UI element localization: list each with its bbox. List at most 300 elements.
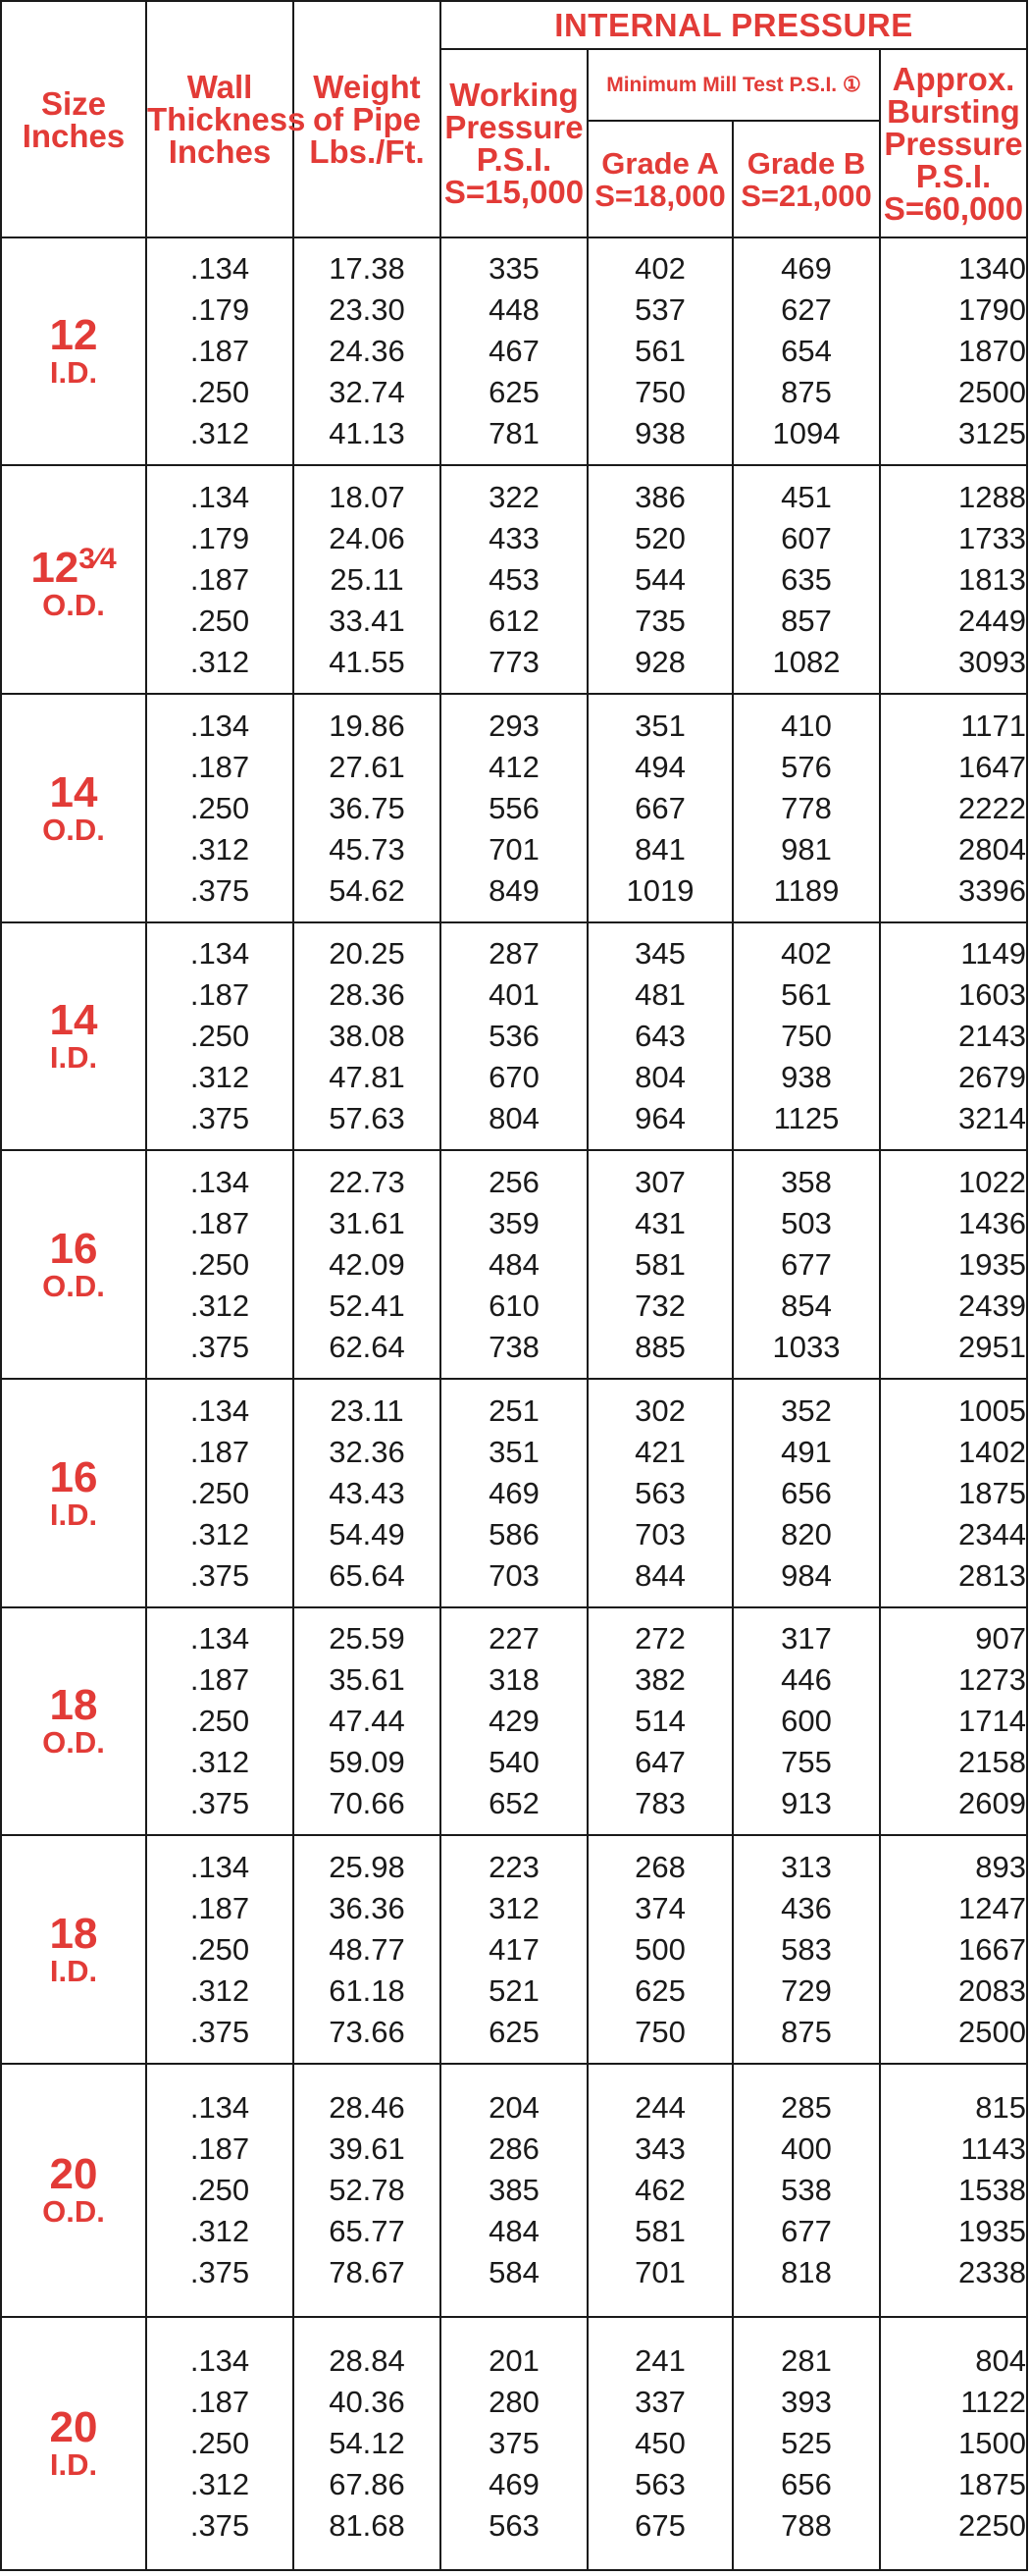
wall-thickness-value: .250 (189, 790, 250, 825)
working-pressure-value: 540 (489, 1745, 540, 1779)
bursting-pressure-value: 1122 (960, 2385, 1027, 2419)
grade-b-value: 393 (781, 2385, 832, 2419)
bursting-pressure-value: 1149 (960, 936, 1027, 971)
grade-b-value: 402 (781, 936, 832, 971)
wall-thickness-value: .134 (189, 2343, 250, 2378)
working-pressure-value: 467 (489, 334, 540, 368)
working-pressure-value: 773 (489, 644, 540, 679)
wall-thickness-value: .312 (189, 1288, 250, 1323)
working-pressure-value: 293 (489, 708, 540, 743)
grade-a-value: 462 (635, 2173, 686, 2207)
working-pressure-value: 610 (489, 1288, 540, 1323)
wall-thickness-value: .187 (189, 1662, 250, 1697)
bursting-pressure-value: 3214 (958, 1101, 1027, 1135)
grade-b-value: 875 (781, 2014, 832, 2049)
grade-a-cell (588, 237, 733, 465)
working-pressure-value: 401 (489, 977, 540, 1012)
size-value: 14 (49, 767, 98, 816)
weight-cell (293, 694, 440, 922)
grade-b-value: 755 (781, 1745, 832, 1779)
working-pressure-value: 625 (489, 375, 540, 409)
wall-thickness-cell (146, 2064, 293, 2317)
grade-b-value: 854 (781, 1288, 832, 1323)
grade-a-value: 386 (635, 479, 686, 514)
grade-b-value: 857 (781, 603, 832, 638)
bursting-pressure-value: 1935 (958, 1246, 1027, 1282)
bursting-pressure-value: 1143 (960, 2131, 1027, 2166)
size-cell (1, 1379, 146, 1607)
working-pressure-value: 448 (489, 292, 540, 327)
bursting-pressure-cell (880, 1379, 1027, 1607)
working-pressure-cell (440, 1607, 588, 1835)
weight-value: 67.86 (329, 2467, 405, 2501)
bursting-pressure-value: 2804 (958, 831, 1027, 867)
bursting-pressure-value: 2338 (958, 2255, 1027, 2289)
wall-thickness-cell (146, 694, 293, 922)
weight-value: 31.61 (329, 1205, 405, 1240)
bursting-pressure-cell (880, 237, 1027, 465)
grade-a-cell (588, 2064, 733, 2317)
weight-value: 52.78 (329, 2173, 405, 2207)
grade-b-cell (733, 1607, 880, 1835)
size-cell (1, 922, 146, 1150)
weight-cell (293, 2317, 440, 2570)
bursting-pressure-value: 2143 (958, 1019, 1027, 1053)
bursting-pressure-value: 1647 (958, 749, 1027, 784)
wall-thickness-cell (146, 1150, 293, 1379)
size-type: I.D. (49, 355, 98, 390)
working-pressure-value: 484 (489, 2214, 540, 2248)
size-value: 20 (49, 2150, 98, 2198)
bursting-pressure-value: 1714 (958, 1704, 1027, 1738)
header-internal-pressure: INTERNAL PRESSURE (440, 1, 1027, 49)
grade-b-value: 778 (781, 790, 832, 825)
header-working-pressure: Working Pressure P.S.I. S=15,000 (440, 49, 588, 237)
bursting-pressure-value: 2439 (958, 1288, 1027, 1323)
wall-thickness-value: .250 (189, 1931, 250, 1967)
grade-b-value: 654 (781, 334, 832, 368)
bursting-pressure-value: 1022 (958, 1164, 1027, 1199)
grade-a-value: 272 (635, 1621, 686, 1656)
table-body (1, 237, 1027, 2570)
grade-b-value: 913 (781, 1786, 832, 1820)
grade-b-value: 788 (781, 2508, 832, 2543)
size-number (2, 538, 145, 590)
grade-a-value: 675 (635, 2508, 686, 2543)
wall-thickness-value: .134 (189, 1393, 250, 1428)
grade-a-value: 561 (635, 334, 686, 368)
working-pressure-value: 433 (489, 520, 540, 555)
bursting-pressure-value: 1247 (958, 1890, 1027, 1925)
working-pressure-value: 469 (489, 2467, 540, 2501)
grade-b-cell (733, 2064, 880, 2317)
wall-thickness-cell (146, 2317, 293, 2570)
grade-a-value: 563 (635, 2467, 686, 2501)
grade-b-value: 313 (781, 1849, 832, 1884)
wall-thickness-value: .134 (189, 1849, 250, 1884)
size-cell (1, 1150, 146, 1379)
bursting-pressure-value: 3125 (958, 416, 1027, 450)
bursting-pressure-value: 2679 (958, 1060, 1027, 1094)
size-type: O.D. (42, 1725, 105, 1760)
weight-value: 65.64 (329, 1557, 405, 1593)
grade-a-value: 520 (635, 520, 686, 555)
weight-value: 23.30 (329, 292, 405, 327)
header-wall-thickness: Wall Thickness Inches (146, 1, 293, 237)
grade-a-cell (588, 1607, 733, 1835)
size-cell (1, 2064, 146, 2317)
bursting-pressure-value: 1935 (958, 2214, 1027, 2248)
grade-a-cell (588, 465, 733, 694)
wall-thickness-value: .375 (189, 2014, 250, 2049)
wall-thickness-value: .375 (189, 872, 250, 908)
weight-value: 73.66 (329, 2014, 405, 2049)
grade-b-value: 607 (781, 520, 832, 555)
bursting-pressure-value: 1870 (958, 334, 1027, 368)
size-number (2, 311, 145, 359)
size-type: O.D. (42, 812, 105, 847)
working-pressure-value: 781 (489, 416, 540, 450)
grade-a-cell (588, 694, 733, 922)
grade-b-cell (733, 1379, 880, 1607)
working-pressure-value: 286 (489, 2131, 540, 2166)
working-pressure-value: 256 (489, 1164, 540, 1199)
grade-a-value: 732 (635, 1288, 686, 1323)
wall-thickness-value: .375 (189, 1101, 250, 1135)
bursting-pressure-cell (880, 465, 1027, 694)
weight-value: 54.12 (329, 2426, 405, 2460)
bursting-pressure-value: 893 (975, 1849, 1027, 1884)
grade-a-value: 885 (635, 1329, 686, 1364)
working-pressure-cell (440, 465, 588, 694)
table-row (1, 694, 1027, 922)
bursting-pressure-cell (880, 1607, 1027, 1835)
size-value: 18 (49, 1681, 98, 1729)
grade-a-value: 544 (635, 561, 686, 597)
wall-thickness-value: .250 (189, 1704, 250, 1738)
wall-thickness-value: .134 (189, 2090, 250, 2125)
grade-a-value: 402 (635, 251, 686, 286)
bursting-pressure-value: 1340 (958, 251, 1027, 286)
grade-b-value: 820 (781, 1516, 832, 1551)
weight-value: 65.77 (329, 2214, 405, 2248)
grade-a-value: 750 (635, 2014, 686, 2049)
grade-a-value: 647 (635, 1745, 686, 1779)
working-pressure-cell (440, 694, 588, 922)
size-number (2, 2150, 145, 2198)
working-pressure-cell (440, 2064, 588, 2317)
working-pressure-value: 280 (489, 2385, 540, 2419)
bursting-pressure-value: 1813 (958, 561, 1027, 597)
size-cell (1, 1607, 146, 1835)
wall-thickness-value: .250 (189, 2173, 250, 2207)
working-pressure-value: 223 (489, 1849, 540, 1884)
working-pressure-value: 701 (489, 831, 540, 867)
wall-thickness-value: .312 (189, 1516, 250, 1551)
weight-value: 28.84 (329, 2343, 405, 2378)
bursting-pressure-value: 1667 (958, 1931, 1027, 1967)
bursting-pressure-value: 1402 (958, 1434, 1027, 1469)
working-pressure-value: 849 (489, 872, 540, 908)
working-pressure-cell (440, 237, 588, 465)
wall-thickness-cell (146, 1835, 293, 2064)
weight-value: 24.36 (329, 334, 405, 368)
table-row (1, 2317, 1027, 2570)
bursting-pressure-value: 1436 (958, 1205, 1027, 1240)
working-pressure-cell (440, 1835, 588, 2064)
header-size: Size Inches (1, 1, 146, 237)
header-grade-b: Grade B S=21,000 (733, 121, 880, 237)
working-pressure-cell (440, 1150, 588, 1379)
size-number (2, 1224, 145, 1273)
wall-thickness-value: .179 (189, 520, 250, 555)
wall-thickness-value: .187 (189, 1434, 250, 1469)
weight-value: 33.41 (329, 603, 405, 638)
grade-b-value: 317 (781, 1621, 832, 1656)
weight-value: 52.41 (329, 1288, 405, 1323)
grade-b-value: 525 (781, 2426, 832, 2460)
grade-b-value: 818 (781, 2255, 832, 2289)
grade-a-value: 783 (635, 1786, 686, 1820)
wall-thickness-value: .187 (189, 2385, 250, 2419)
bursting-pressure-value: 1733 (958, 520, 1027, 555)
weight-cell (293, 1835, 440, 2064)
working-pressure-value: 625 (489, 2014, 540, 2049)
grade-a-value: 841 (635, 831, 686, 867)
bursting-pressure-value: 1538 (958, 2173, 1027, 2207)
grade-b-value: 436 (781, 1890, 832, 1925)
grade-a-value: 750 (635, 375, 686, 409)
grade-a-value: 481 (635, 977, 686, 1012)
wall-thickness-value: .134 (189, 708, 250, 743)
weight-value: 40.36 (329, 2385, 405, 2419)
wall-thickness-value: .375 (189, 1557, 250, 1593)
bursting-pressure-cell (880, 694, 1027, 922)
size-type: I.D. (49, 1040, 98, 1075)
bursting-pressure-value: 3396 (958, 872, 1027, 908)
wall-thickness-value: .312 (189, 1060, 250, 1094)
weight-value: 54.62 (329, 872, 405, 908)
bursting-pressure-value: 815 (975, 2090, 1027, 2125)
working-pressure-value: 738 (489, 1329, 540, 1364)
grade-a-value: 374 (635, 1890, 686, 1925)
wall-thickness-value: .187 (189, 749, 250, 784)
size-number (2, 1909, 145, 1958)
size-type: I.D. (49, 1953, 98, 1988)
grade-a-value: 643 (635, 1019, 686, 1053)
table-row (1, 1150, 1027, 1379)
weight-value: 25.98 (329, 1849, 405, 1884)
working-pressure-value: 469 (489, 1475, 540, 1510)
grade-a-cell (588, 1379, 733, 1607)
working-pressure-value: 612 (489, 603, 540, 638)
weight-value: 36.75 (329, 790, 405, 825)
grade-b-value: 635 (781, 561, 832, 597)
wall-thickness-value: .250 (189, 1475, 250, 1510)
grade-b-value: 285 (781, 2090, 832, 2125)
grade-b-cell (733, 2317, 880, 2570)
wall-thickness-value: .250 (189, 1019, 250, 1053)
wall-thickness-value: .312 (189, 1745, 250, 1779)
wall-thickness-value: .134 (189, 479, 250, 514)
weight-value: 78.67 (329, 2255, 405, 2289)
bursting-pressure-value: 1875 (958, 1475, 1027, 1510)
header-mill-test: Minimum Mill Test P.S.I. ① (588, 49, 880, 121)
bursting-pressure-value: 1288 (958, 479, 1027, 514)
table-row (1, 1835, 1027, 2064)
working-pressure-value: 453 (489, 561, 540, 597)
wall-thickness-value: .312 (189, 644, 250, 679)
grade-a-value: 964 (635, 1101, 686, 1135)
working-pressure-value: 703 (489, 1557, 540, 1593)
size-type: O.D. (42, 1268, 105, 1303)
grade-b-cell (733, 237, 880, 465)
wall-thickness-value: .312 (189, 2467, 250, 2501)
wall-thickness-cell (146, 1607, 293, 1835)
weight-cell (293, 237, 440, 465)
size-cell (1, 2317, 146, 2570)
bursting-pressure-value: 3093 (958, 644, 1027, 679)
grade-a-cell (588, 922, 733, 1150)
working-pressure-value: 204 (489, 2090, 540, 2125)
bursting-pressure-value: 2222 (958, 790, 1027, 825)
grade-a-value: 351 (635, 708, 686, 743)
grade-b-value: 281 (781, 2343, 832, 2378)
wall-thickness-value: .312 (189, 1972, 250, 2008)
grade-b-value: 469 (781, 251, 832, 286)
grade-b-value: 1033 (772, 1329, 841, 1364)
weight-value: 70.66 (329, 1786, 405, 1820)
size-number (2, 1681, 145, 1729)
weight-value: 27.61 (329, 749, 405, 784)
grade-a-value: 241 (635, 2343, 686, 2378)
size-number (2, 2403, 145, 2451)
wall-thickness-cell (146, 922, 293, 1150)
weight-value: 39.61 (329, 2131, 405, 2166)
wall-thickness-value: .312 (189, 2214, 250, 2248)
grade-b-cell (733, 694, 880, 922)
size-type: I.D. (49, 2447, 98, 2482)
size-cell (1, 237, 146, 465)
table-row (1, 922, 1027, 1150)
grade-a-value: 421 (635, 1434, 686, 1469)
weight-value: 47.81 (329, 1060, 405, 1094)
weight-value: 35.61 (329, 1662, 405, 1697)
bursting-pressure-value: 2344 (958, 1516, 1027, 1551)
grade-a-value: 431 (635, 1205, 686, 1240)
bursting-pressure-value: 2813 (958, 1557, 1027, 1593)
bursting-pressure-value: 907 (975, 1621, 1027, 1656)
grade-b-value: 538 (781, 2173, 832, 2207)
size-cell (1, 465, 146, 694)
size-number (2, 1452, 145, 1501)
weight-value: 48.77 (329, 1931, 405, 1967)
working-pressure-value: 536 (489, 1019, 540, 1053)
grade-b-value: 1082 (772, 644, 841, 679)
weight-cell (293, 1150, 440, 1379)
bursting-pressure-value: 1273 (958, 1662, 1027, 1697)
size-type: O.D. (42, 2194, 105, 2229)
bursting-pressure-value: 1790 (958, 292, 1027, 327)
wall-thickness-value: .187 (189, 334, 250, 368)
size-cell (1, 1835, 146, 2064)
grade-a-value: 928 (635, 644, 686, 679)
bursting-pressure-value: 2500 (958, 375, 1027, 409)
grade-b-cell (733, 1835, 880, 2064)
table-row (1, 1607, 1027, 1835)
working-pressure-value: 318 (489, 1662, 540, 1697)
grade-b-value: 583 (781, 1931, 832, 1967)
bursting-pressure-cell (880, 1150, 1027, 1379)
header-bursting-pressure: Approx. Bursting Pressure P.S.I. S=60,000 (880, 49, 1027, 237)
size-cell (1, 694, 146, 922)
weight-value: 25.59 (329, 1621, 405, 1656)
wall-thickness-value: .375 (189, 2255, 250, 2289)
wall-thickness-value: .250 (189, 1246, 250, 1282)
working-pressure-value: 385 (489, 2173, 540, 2207)
weight-value: 41.13 (329, 416, 405, 450)
grade-b-value: 729 (781, 1972, 832, 2008)
weight-value: 41.55 (329, 644, 405, 679)
grade-b-cell (733, 922, 880, 1150)
weight-value: 32.74 (329, 375, 405, 409)
grade-b-value: 981 (781, 831, 832, 867)
grade-a-value: 804 (635, 1060, 686, 1094)
weight-cell (293, 922, 440, 1150)
weight-value: 42.09 (329, 1246, 405, 1282)
weight-value: 24.06 (329, 520, 405, 555)
size-value: 16 (49, 1452, 98, 1501)
working-pressure-value: 804 (489, 1101, 540, 1135)
bursting-pressure-value: 2083 (958, 1972, 1027, 2008)
wall-thickness-value: .187 (189, 561, 250, 597)
grade-a-cell (588, 2317, 733, 2570)
grade-b-value: 677 (781, 2214, 832, 2248)
weight-value: 28.46 (329, 2090, 405, 2125)
weight-value: 43.43 (329, 1475, 405, 1510)
size-type: I.D. (49, 1497, 98, 1532)
bursting-pressure-value: 804 (975, 2343, 1027, 2378)
working-pressure-cell (440, 1379, 588, 1607)
weight-value: 28.36 (329, 977, 405, 1012)
grade-b-value: 446 (781, 1662, 832, 1697)
bursting-pressure-cell (880, 922, 1027, 1150)
grade-a-value: 563 (635, 1475, 686, 1510)
grade-a-value: 703 (635, 1516, 686, 1551)
grade-a-value: 450 (635, 2426, 686, 2460)
bursting-pressure-value: 1875 (958, 2467, 1027, 2501)
grade-b-value: 1189 (773, 872, 840, 908)
size-type: O.D. (42, 588, 105, 622)
grade-b-cell (733, 1150, 880, 1379)
weight-value: 23.11 (330, 1393, 404, 1428)
weight-value: 62.64 (329, 1329, 405, 1364)
grade-a-value: 581 (635, 2214, 686, 2248)
working-pressure-value: 652 (489, 1786, 540, 1820)
grade-b-value: 491 (781, 1434, 832, 1469)
bursting-pressure-cell (880, 1835, 1027, 2064)
weight-value: 32.36 (329, 1434, 405, 1469)
weight-value: 57.63 (329, 1101, 405, 1135)
weight-value: 17.38 (329, 251, 405, 286)
grade-a-value: 494 (635, 749, 686, 784)
grade-a-value: 844 (635, 1557, 686, 1593)
grade-b-value: 358 (781, 1164, 832, 1199)
grade-a-cell (588, 1835, 733, 2064)
bursting-pressure-cell (880, 2317, 1027, 2570)
bursting-pressure-value: 1603 (958, 977, 1027, 1012)
size-value: 14 (49, 996, 98, 1044)
